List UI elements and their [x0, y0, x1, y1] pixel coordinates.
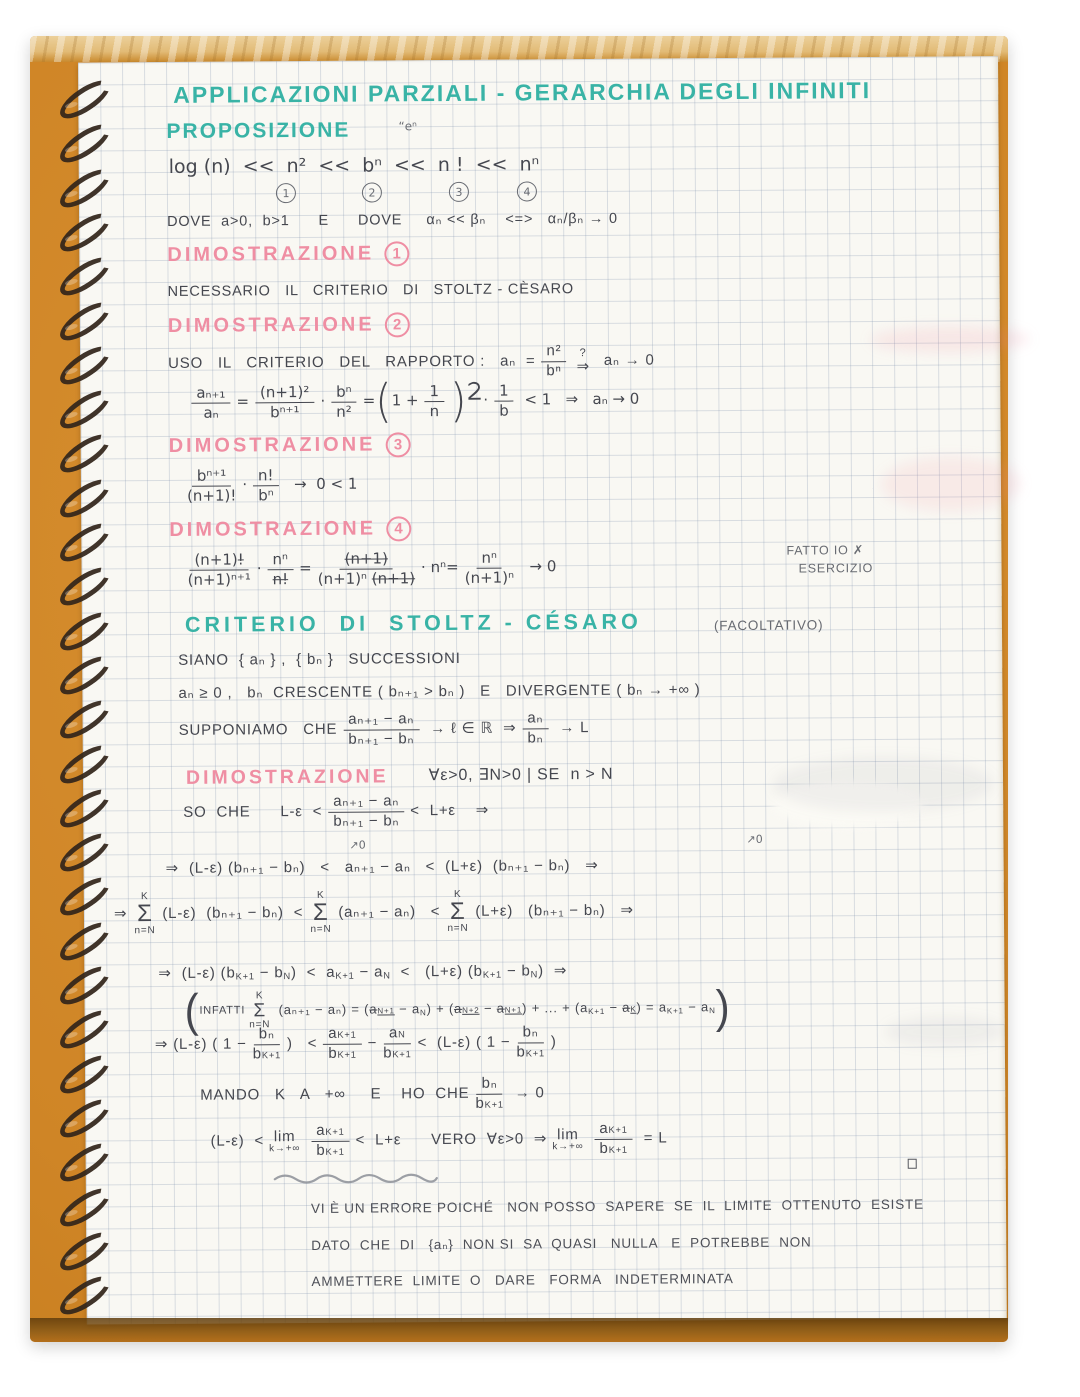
remark-errore-3: AMMETTERE LIMITE O DARE FORMA INDETERMINATA — [311, 1271, 734, 1289]
spiral-loop — [55, 1270, 116, 1322]
heading-dimostrazione-3: DIMOSTRAZIONE 3 — [169, 432, 411, 459]
annotation-to-zero-right: ↗0 — [746, 832, 763, 846]
page-title: APPLICAZIONI PARZIALI - GERARCHIA DEGLI INFINITI — [173, 77, 872, 108]
line-so-che-epsilon: SO CHE L-ε < $\frac{\text{aₙ₊₁ − aₙ}}{\text{bₙ₊₁ − bₙ}}$ < L+ε ⇒ — [183, 792, 490, 830]
spiral-loop — [55, 1048, 116, 1100]
line-divided-by-bk1: ⇒ (L-ε) ( 1 − bₙ b K+1 ) < a K+1 b K+1 − a N b K+1 < (L-ε) ( 1 − bₙ b K+1 ) — [154, 1023, 557, 1062]
spiral-loop — [55, 1004, 116, 1056]
ink-bleed-spot — [870, 326, 1030, 353]
spiral-loop — [55, 472, 116, 524]
spiral-loop — [55, 251, 116, 303]
circled-number-1: 1 — [276, 183, 296, 203]
line-sum-inequality: ⇒ K Σ n=N (L-ε) (bₙ₊₁ − bₙ) < K Σ n=N (aₙ₊₁ − aₙ) < K Σ n=N (L+ε) (bₙ₊₁ − bₙ) ⇒ — [113, 888, 634, 937]
hierarchy-of-infinities-formula: log (n) << n² << bⁿ << n ! << nⁿ — [168, 153, 540, 178]
spiral-loop — [55, 605, 116, 657]
line-ratio-computation: $\frac{\text{aₙ₊₁}}{\text{aₙ}}$ = $\frac{\text{(n+1)²}}{\text{bⁿ⁺¹}}$ · $\frac{\text{bⁿ}}{\text{n²}}$ = ( 1 + $\frac{1}{n}$ )² · $\frac{1}{b}$ < 1 ⇒ aₙ → 0 — [185, 379, 639, 424]
qed-square — [908, 1159, 917, 1169]
side-note-fatto-esercizio-2: ESERCIZIO — [798, 561, 874, 576]
line-infatti-telescoping: ( INFATTI K Σ n=N (aₙ₊₁ − aₙ) = ( aN+1 − a N ) + ( aN+2 − aN+1 ) + ... + (a K+1 − aK ) = a K+1 − a N ) — [184, 980, 731, 1037]
circled-number-3: 3 — [449, 182, 469, 202]
spiral-loop — [55, 960, 116, 1012]
squiggle-underline — [271, 1170, 441, 1185]
spiral-loop — [55, 428, 116, 480]
spiral-loop — [55, 384, 116, 436]
line-mando-k-infinito: MANDO K A +∞ E HO CHE bₙ b K+1 → 0 — [200, 1074, 545, 1112]
note-e-to-n: “eⁿ — [398, 119, 417, 134]
spiral-loop — [55, 118, 116, 170]
heading-dimostrazione-2: DIMOSTRAZIONE 2 — [168, 312, 410, 339]
line-limit-conclusion: (L-ε) < lim k→+∞ a K+1 b K+1 < L+ε VERO ∀ε>0 ⇒ lim k→+∞ a K+1 b K+1 = L — [210, 1119, 668, 1159]
ink-bleed-spot — [885, 1016, 1005, 1047]
ink-bleed-spot — [881, 456, 1021, 512]
heading-dimostrazione-1: DIMOSTRAZIONE 1 — [167, 241, 409, 268]
heading-criterio-stolz-cesaro: CRITERIO DI STOLTZ - CÉSARO — [184, 609, 642, 637]
heading-dimostrazione-criterio: DIMOSTRAZIONE ∀ε>0, ∃N>0 | SE n > N — [185, 765, 614, 789]
line-dove-conditions: DOVE a>0, b>1 E DOVE αₙ << βₙ <=> αₙ/βₙ → 0 — [167, 210, 618, 230]
line-n-power-ratio: (n+1) ! (n+1)ⁿ⁺¹ · $\frac{\text{nⁿ}}{n!}$ = (n+1) (n+1)ⁿ (n+1) · nⁿ = $\frac{\text{nⁿ}}{\text{(n+1)ⁿ}}$ → 0 — [187, 548, 557, 589]
line-crescente-divergente: aₙ ≥ 0 , bₙ CRESCENTE ( bₙ₊₁ > bₙ ) E DIVERGENTE ( bₙ → +∞ ) — [178, 681, 701, 702]
spiral-loop — [55, 207, 116, 259]
spiral-loop — [55, 162, 116, 214]
spiral-loop — [55, 340, 116, 392]
spiral-loop — [55, 915, 116, 967]
spiral-loop — [55, 1137, 116, 1189]
spiral-loop — [55, 650, 116, 702]
annotation-to-zero-left: ↗0 — [349, 838, 366, 852]
spiral-loop — [55, 738, 116, 790]
line-siano-successioni: SIANO { aₙ } , { bₙ } SUCCESSIONI — [178, 649, 461, 669]
note-facoltativo: (FACOLTATIVO) — [713, 617, 824, 634]
remark-errore-1: VI È UN ERRORE POICHÉ NON POSSO SAPERE SE IL LIMITE OTTENUTO ESISTE — [310, 1196, 924, 1216]
spiral-loop — [55, 1226, 116, 1278]
grid-paper-page — [78, 56, 1007, 1324]
circled-number-4: 4 — [517, 181, 537, 201]
spiral-loop — [55, 517, 116, 569]
line-supponiamo-che: SUPPONIAMO CHE $\frac{\text{aₙ₊₁ − aₙ}}{\text{bₙ₊₁ − bₙ}}$ → ℓ ∈ ℝ ⇒ $\frac{\text{aₙ}}{\text{bₙ}}$ → L — [178, 709, 590, 748]
spiral-loop — [55, 694, 116, 746]
spiral-loop — [55, 1093, 116, 1145]
line-factorial-ratio: $\frac{\text{bⁿ⁺¹}}{(n+1)!}$ · $\frac{n!}{\text{bⁿ}}$ → 0 < 1 — [186, 466, 358, 505]
notebook-photo — [30, 36, 1008, 1342]
spiral-loop — [55, 827, 116, 879]
spiral-loop — [55, 561, 116, 613]
page-stack-bottom-shadow — [30, 1318, 1008, 1342]
spiral-binding — [56, 88, 126, 1338]
circled-number-2: 2 — [362, 182, 382, 202]
line-inequality-differences: ⇒ (L-ε) (bₙ₊₁ − bₙ) < aₙ₊₁ − aₙ < (L+ε) (bₙ₊₁ − bₙ) ⇒ — [165, 856, 599, 877]
remark-errore-2: DATO CHE DI {aₙ} NON SI SA QUASI NULLA E POTREBBE NON — [311, 1234, 812, 1253]
line-necessario-stolz: NECESSARIO IL CRITERIO DI STOLTZ - CÈSARO — [167, 281, 574, 300]
ink-bleed-spot — [773, 756, 993, 813]
heading-dimostrazione-4: DIMOSTRAZIONE 4 — [169, 516, 411, 543]
spiral-loop — [55, 871, 116, 923]
spiral-loop — [55, 295, 116, 347]
spiral-loop — [55, 1181, 116, 1233]
spiral-loop — [55, 783, 116, 835]
line-criterio-rapporto: USO IL CRITERIO DEL RAPPORTO : aₙ = $\frac{\text{n²}}{\text{bⁿ}}$ ? ⇒ aₙ → 0 — [168, 342, 655, 379]
line-telescoped-inequality: ⇒ (L-ε) (b K+1 − b N ) < a K+1 − a N < (L+ε) (b K+1 − b N ) ⇒ — [158, 962, 568, 983]
heading-proposizione: PROPOSIZIONE — [166, 118, 351, 143]
side-note-fatto-esercizio-1: FATTO IO ✗ — [786, 543, 865, 558]
